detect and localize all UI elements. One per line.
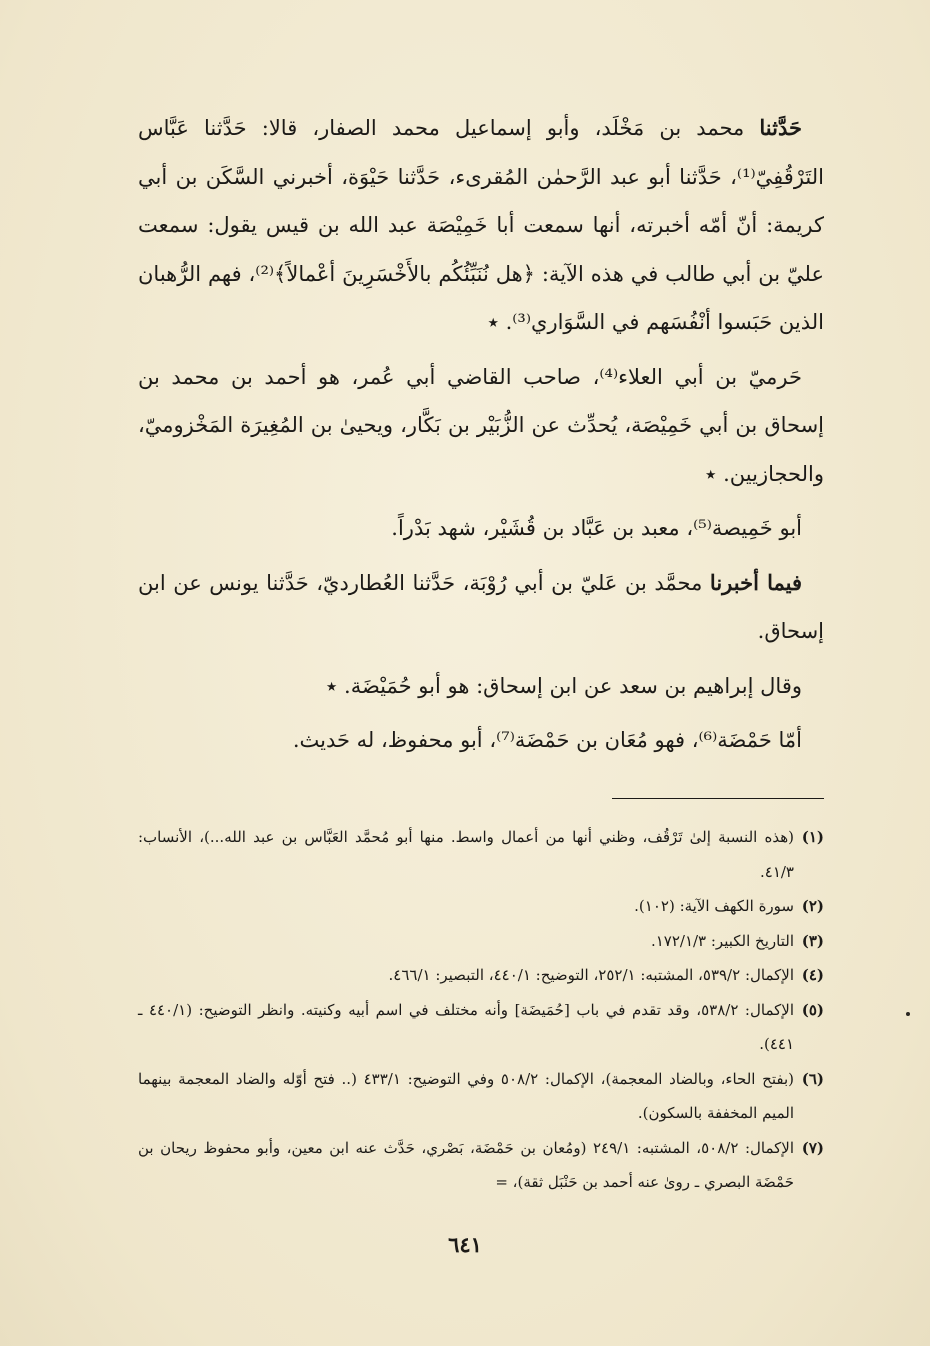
footnote-4 bbox=[138, 958, 824, 993]
paragraph-6 bbox=[138, 716, 824, 765]
paragraph-text: محمَّد بن عَليّ بن أبي رُوْبَة، حَدَّثنا العُطارديّ، حَدَّثنا يونس عن ابن إسحاق. bbox=[138, 570, 824, 643]
paragraph-2 bbox=[138, 353, 824, 499]
footnote-7 bbox=[138, 1131, 824, 1200]
footnote-5 bbox=[138, 993, 824, 1062]
footnote-text: (بفتح الحاء، وبالضاد المعجمة)، الإكمال: ٥٠٨/٢ وفي التوضيح: ٤٣٣/١ (.. فتح أوّله والضاد المعجمة بينهما الميم المخففة بالسكون). bbox=[138, 1069, 794, 1122]
footnote-number: (٦) bbox=[801, 1069, 824, 1088]
paragraph-text: محمد بن مَخْلَد، وأبو إسماعيل محمد الصفار، قالا: حَدَّثنا عَبَّاس التَرْقُفِيّ⁽¹⁾، حَدَّثنا أبو عبد الرَّحمٰن المُقرىء، حَدَّثنا حَيْوَة، أخبرني السَّكَن بن أبي كريمة: أنّ أمّه أخبرته، أنها سمعت أبا خَمِيْصَة عبد الله بن قيس يقول: سمعت عليّ بن أبي طالب في هذه الآية: ﴿هل نُنَبِّئُكُم بالأَخْسَرِينَ أعْمالاً﴾⁽²⁾، فهم الرُّهبان الذين حَبَسوا أنْفُسَهم في السَّوَاري⁽³⁾. ٭ bbox=[138, 116, 824, 334]
footnote-6 bbox=[138, 1062, 824, 1131]
footnote-number: (٧) bbox=[801, 1138, 824, 1157]
paragraph-1 bbox=[138, 104, 824, 347]
paragraph-text: أمّا حَمْضَة⁽⁶⁾، فهو مُعَان بن حَمْضَة⁽⁷⁾، أبو محفوظ، له حَديث. bbox=[292, 728, 802, 752]
footnote-text: الإكمال: ٥٣٨/٢، وقد تقدم في باب [حُمَيضَة] وأنه مختلف في اسم أبيه وكنيته. وانظر التوضيح: (٤٤٠/١ ـ ٤٤١). bbox=[138, 1000, 794, 1053]
footnote-text: (هذه النسبة إلىٰ تَرْقُف، وظني أنها من أعمال واسط. منها أبو مُحمَّد العَبَّاس بن عبد الله...)، الأنساب: ٤١/٣. bbox=[138, 828, 794, 881]
paragraph-opener: فيما أخبرنا bbox=[709, 569, 803, 595]
footnote-number: (٢) bbox=[801, 897, 824, 915]
footnote-3 bbox=[138, 924, 824, 959]
main-text bbox=[138, 104, 824, 765]
paragraph-3 bbox=[138, 504, 824, 553]
footnote-number: (٣) bbox=[801, 931, 824, 950]
footnote-number: (٤) bbox=[801, 966, 824, 984]
paragraph-text: وقال إبراهيم بن سعد عن ابن إسحاق: هو أبو حُمَيْضَة. ٭ bbox=[325, 673, 802, 698]
page-number: ٦٤١ bbox=[448, 1232, 482, 1257]
paragraph-opener: حَدَّثنا bbox=[759, 115, 802, 140]
footnote-text: الإكمال: ٥٣٩/٢، المشتبه: ٢٥٢/١، التوضيح: ٤٤٠/١، التبصير: ٤٦٦/١. bbox=[388, 966, 794, 984]
footnote-2 bbox=[138, 889, 824, 924]
footnote-number: (١) bbox=[801, 828, 824, 846]
footnote-1 bbox=[138, 820, 824, 889]
ink-speck bbox=[906, 1012, 910, 1016]
footnote-text: التاريخ الكبير: ١٧٢/١/٣. bbox=[650, 931, 794, 950]
paragraph-4 bbox=[138, 559, 824, 656]
footnote-text: سورة الكهف الآية: (١٠٢). bbox=[634, 897, 794, 915]
paragraph-5 bbox=[138, 662, 824, 711]
paragraph-text: حَرميّ بن أبي العلاء⁽⁴⁾، صاحب القاضي أبي عُمر، هو أحمد بن محمد بن إسحاق بن أبي خَمِيْصَة، يُحدِّث عن الزُّبَيْر بن بَكَّار، ويحيىٰ بن المُغِيرَة المَخْزوميّ، والحجازيين. ٭ bbox=[138, 364, 824, 486]
paragraph-text: أبو خَمِيصة⁽⁵⁾، معبد بن عَبَّاد بن قُشَيْر، شهد بَدْراً. bbox=[391, 516, 802, 540]
footnote-separator bbox=[612, 798, 824, 799]
footnote-number: (٥) bbox=[801, 1000, 824, 1019]
footnote-text: الإكمال: ٥٠٨/٢، المشتبه: ٢٤٩/١ (ومُعان بن حَمْضَة، بَصْري، حَدَّث عنه ابن معين، وأبو محفوظ ريحان بن حَمْضَة البصري ـ روىٰ عنه أحمد بن حَنْبَل ثقة)، = bbox=[138, 1138, 794, 1191]
footnotes bbox=[138, 820, 824, 1200]
